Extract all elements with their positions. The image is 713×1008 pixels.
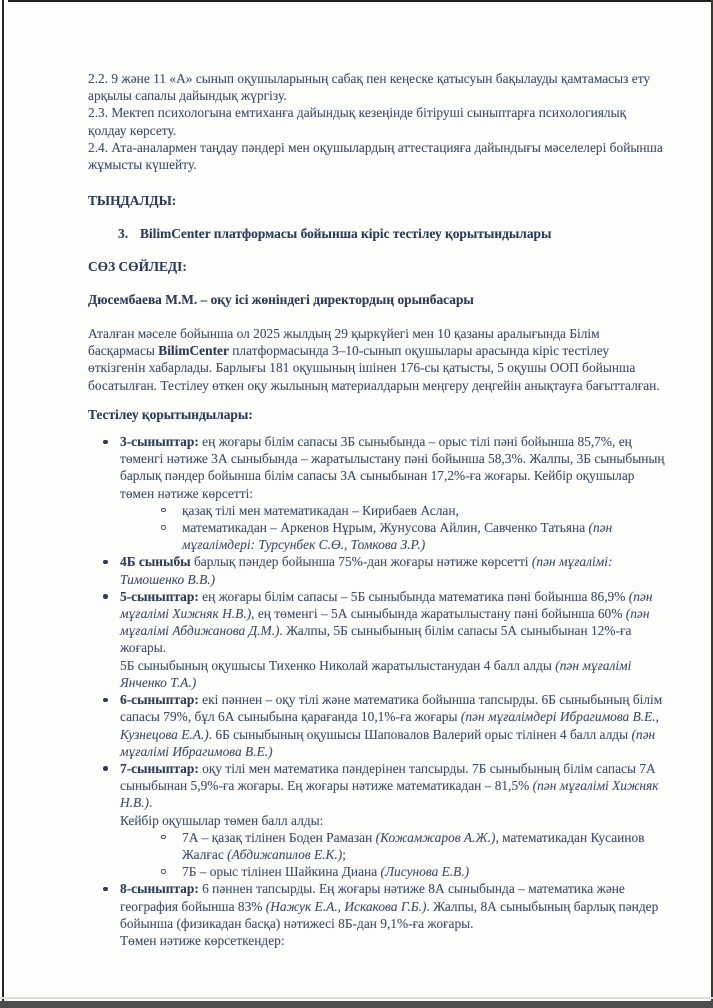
text-segment: СӨЗ СӨЙЛЕДІ: xyxy=(88,258,187,274)
text-segment: қазақ тілі мен математикадан – Кирибаев Аслан, xyxy=(182,502,459,518)
text-segment: Аталған мәселе бойынша ол 2025 жылдың 29 қыркүйегі мен 10 қазаны аралығында Білім басқармасы xyxy=(88,326,600,359)
text-segment: 6-сыныптар: xyxy=(120,692,199,708)
continuation-line xyxy=(88,812,665,829)
text-segment: (Нажук Е.А., Искакова Г.Б.) xyxy=(265,898,427,914)
text-segment: 7Б – орыс тілінен Шайкина Диана xyxy=(182,864,381,880)
bullet-item xyxy=(88,433,665,553)
text-segment: платформасында 3–10-сынып оқушылары арасында кіріс тестілеу өткізгенін хабарлады. Барлығы 181 оқушының ішінен 176-сы қатысты, 5 оқушы ООП бойынша босатылған. Тестілеу өткен оқу жылының материалдарын меңгеру деңгейін анықтауға бағытталған. xyxy=(88,343,660,393)
scan-edge-top xyxy=(8,0,713,2)
document-content xyxy=(88,70,665,949)
bullet-item xyxy=(88,691,665,760)
text-segment: 2.2. 9 және 11 «А» сынып оқушыларының сабақ пен кеңеске қатысуын бақылауды қамтамасыз ету арқылы сапалы дайындық жүргізу. xyxy=(88,71,651,104)
agenda-item-3 xyxy=(88,225,665,242)
scan-edge-bottom xyxy=(0,1001,713,1008)
sub-bullet-line xyxy=(88,829,665,863)
text-segment: BilimCenter xyxy=(158,343,229,359)
text-segment: ТЫҢДАЛДЫ: xyxy=(88,193,177,209)
heading-test-results xyxy=(88,406,665,423)
text-segment: . 6Б сыныбының оқушысы Шаповалов Валерий орыс тілінен 4 балл алды xyxy=(208,726,632,742)
heading-soz-soyledi xyxy=(88,258,665,275)
bullet-dot-icon xyxy=(103,440,108,445)
scan-edge-left xyxy=(2,0,4,1008)
text-segment: Дюсембаева М.М. – оқу ісі жөніндегі директордың орынбасары xyxy=(88,291,474,307)
bullet-line xyxy=(88,880,665,932)
text-segment: , математикадан Кусаинов Жалғас xyxy=(182,829,645,862)
sub-bullet-circle-icon xyxy=(161,835,166,840)
bullet-item xyxy=(88,760,665,880)
decision-item-2-4 xyxy=(88,139,665,173)
bullet-dot-icon xyxy=(103,887,108,892)
continuation-line xyxy=(88,932,665,949)
text-segment: Тестілеу қорытындылары: xyxy=(88,406,253,422)
bullet-dot-icon xyxy=(103,766,108,771)
text-segment: 7-сыныптар: xyxy=(120,760,199,776)
intro-paragraph xyxy=(88,325,665,394)
text-segment: 5Б сыныбының оқушысы Тихенко Николай жаратылыстанудан 4 балл алды xyxy=(120,657,556,673)
text-segment: 5-сыныптар: xyxy=(120,588,199,604)
bullet-line xyxy=(88,691,665,760)
text-segment: ең жоғары білім сапасы 3Б сыныбында – орыс тілі пәні бойынша 85,7%, ең төменгі нәтиже 3А сыныбында – жаратылыстану пәні бойынша 58,3%. Жалпы, 3Б сыныбының барлық пәндер бойынша білім сапасы 3А сыныбынан 17,2%-ға жоғары. Кейбір оқушылар төмен нәтиже көрсетті: xyxy=(120,434,665,501)
sub-bullet-line xyxy=(88,863,665,880)
text-segment: ең жоғары білім сапасы – 5Б сыныбында математика пәні бойынша 86,9% xyxy=(198,588,629,604)
bullet-line xyxy=(88,588,665,657)
bullet-item xyxy=(88,880,665,949)
text-segment: математикадан – Аркенов Нұрым, Жунусова Айлин, Савченко Татьяна xyxy=(182,520,589,536)
sub-bullet-circle-icon xyxy=(161,525,166,530)
text-segment: екі пәннен – оқу тілі және математика бойынша тапсырды. 6Б сыныбының білім сапасы 79%, бұл 6А сыныбына қарағанда 10,1%-ға жоғары xyxy=(120,692,663,725)
text-segment: (пән мұғалімі Абдижанова Д.М.) xyxy=(120,606,650,639)
sub-bullet-circle-icon xyxy=(161,869,166,874)
text-segment: барлық пәндер бойынша 75%-дан жоғары нәтиже көрсетті xyxy=(190,554,532,570)
bullet-dot-icon xyxy=(103,560,108,565)
text-segment: Кейбір оқушылар төмен балл алды: xyxy=(120,812,324,828)
continuation-line xyxy=(88,657,665,691)
text-segment: Төмен нәтиже көрсеткендер: xyxy=(120,932,285,948)
text-segment: (пән мұғалімдері: Турсунбек С.Ө., Томкова З.Р.) xyxy=(182,520,613,553)
bullet-item xyxy=(88,588,665,691)
text-segment: оқу тілі мен математика пәндерінен тапсырды. 7Б сыныбының білім сапасы 7А сыныбынан 5,9%-ға жоғары. Ең жоғары нәтиже математикадан – 81,5% xyxy=(120,760,656,794)
text-segment: 2.4. Ата-аналармен таңдау пәндері мен оқушылардың аттестацияға дайындығы мәселелері бойынша жұмысты күшейту. xyxy=(88,139,663,173)
text-segment: , ең төменгі – 5А сыныбында жаратылыстану пәні бойынша 60% xyxy=(251,606,626,622)
agenda-item-number: 3. xyxy=(118,226,129,242)
text-segment: ; xyxy=(342,846,346,862)
text-segment: 6 пәннен тапсырды. Ең жоғары нәтиже 8А сыныбында – математика және география бойынша 83% xyxy=(120,881,625,914)
text-segment: . Жалпы, 8А сыныбының барлық пәндер бойынша (физикадан басқа) нәтижесі 8Б-дан 9,1%-ға жоғары. xyxy=(120,898,659,931)
bullet-dot-icon xyxy=(103,594,108,599)
text-segment: (Абдижапилов Е.К.) xyxy=(227,846,343,862)
text-segment: (пән мұғалімі Хижняк Н.В.) xyxy=(120,778,659,811)
heading-tyndaldy xyxy=(88,192,665,209)
text-segment: (пән мұғалімі: Тимошенко В.В.) xyxy=(120,554,613,587)
text-segment: 8-сыныптар: xyxy=(120,881,199,897)
bullet-item xyxy=(88,553,665,587)
text-segment: (Лисунова Е.В.) xyxy=(380,864,470,880)
decision-item-2-3 xyxy=(88,104,665,138)
text-segment: 4Б сыныбы xyxy=(120,554,191,570)
text-segment: (пән мұғалімдері Ибрагимова В.Е., Кузнецова Е.А.) xyxy=(120,709,659,742)
text-segment: . xyxy=(149,795,153,811)
text-segment: 3-сыныптар: xyxy=(120,434,199,450)
results-bullet-list xyxy=(88,433,665,949)
bullet-line xyxy=(88,760,665,812)
text-segment: . Жалпы, 5Б сыныбының білім сапасы 5А сыныбынан 12%-ға жоғары. xyxy=(120,623,632,656)
scan-page-bottom-shadow xyxy=(0,997,713,999)
text-segment: (пән мұғалімі Янченко Т.А.) xyxy=(120,657,632,690)
text-segment: (пән мұғалімі Хижняк Н.В.) xyxy=(120,588,653,622)
bullet-dot-icon xyxy=(103,698,108,703)
decision-item-2-2 xyxy=(88,70,665,104)
text-segment: (Кожамжаров А.Ж.) xyxy=(375,829,496,845)
sub-bullet-circle-icon xyxy=(161,508,166,513)
sub-bullet-line xyxy=(88,502,665,519)
bullet-line xyxy=(88,433,665,502)
text-segment: BilimCenter платформасы бойынша кіріс тестілеу қорытындылары xyxy=(140,226,552,242)
sub-bullet-line xyxy=(88,519,665,553)
bullet-line xyxy=(88,553,665,587)
text-segment: 7А – қазақ тілінен Боден Рамазан xyxy=(182,829,376,845)
text-segment: (пән мұғалімі Ибрагимова В.Е.) xyxy=(120,726,656,759)
text-segment: 2.3. Мектеп психологына емтиханға дайындық кезеңінде бітіруші сыныптарға психологиялық қолдау көрсету. xyxy=(88,105,627,138)
speaker-line xyxy=(88,291,665,308)
